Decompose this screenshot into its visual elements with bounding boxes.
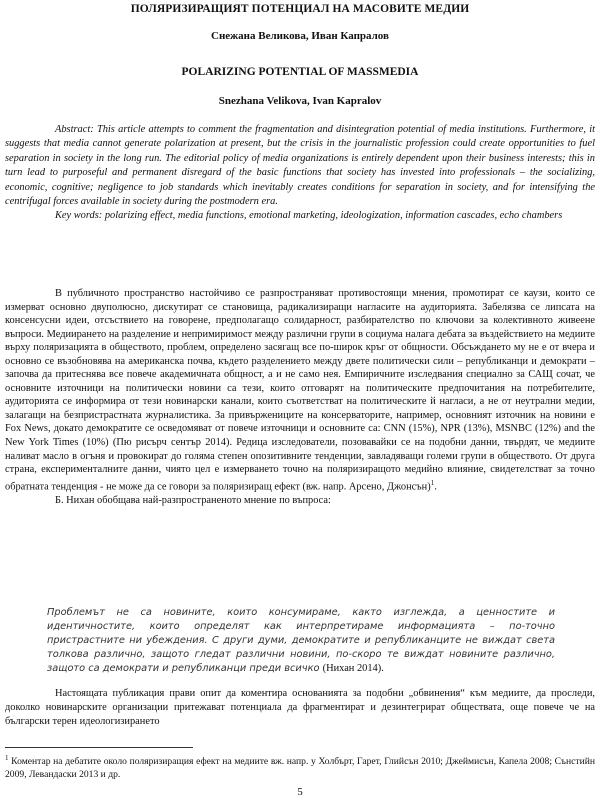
quote-text: Проблемът не са новините, които консумираме, както изглежда, а ценностите и идентичностите, които определят как интерпретираме информацията – по-точно пристрастните ни убеждения. С други думи, демократите и републиканците не виждат света толкова различно, защото гледат различни новини, по-скоро те виждат новините различно, защото са демократи и републиканци преди всичко	[47, 607, 555, 674]
page-number: 5	[297, 786, 303, 798]
paragraph-1	[5, 287, 595, 494]
abstract	[5, 123, 595, 224]
title-bulgarian: ПОЛЯРИЗИРАЩИЯТ ПОТЕНЦИАЛ НА МАСОВИТЕ МЕДИИ	[130, 3, 470, 15]
keywords: Key words: polarizing effect, media functions, emotional marketing, ideologization, information cascades, echo chambers	[55, 210, 563, 222]
body-text-continued	[5, 687, 595, 729]
paragraph-3: Настоящата публикация прави опит да коментира основанията за подобни „обвинения“ към медиите, да проследи, доколко новинарските организации притежават потенциала да фрагментират и дезинтегрират обществата, още повече че на български терен идеологизирането	[5, 688, 595, 727]
footnote-divider	[5, 747, 193, 748]
authors-english: Snezhana Velikova, Ivan Kapralov	[218, 95, 382, 107]
paragraph-1-text: В публичното пространство настойчиво се разпространяват противостоящи мнения, промотират се каузи, които се измерват основно двуполюсно, дискутират се становища, радикализиращи нагласите на аудиторията. Забелязва се липсата на консенсусни идеи, отсъствието на говорене, предполагащо солидарност, разбирателство по ключови за колективното живеене въпроси. Медиирането на разделение и непримиримост между различни групи в социума налага дебата за въздействието на медиите върху поляризацията в обществото, проблем, определено засягащ все по-широк кръг от общности. Обсъждането му не е от вчера и основно се възобновява на американска почва, където разделението между двете политически сили – републиканци и демократи – започва да притеснява все повече академичната общност, а и не само нея. Емпиричните изследвания специално за САЩ сочат, че основните източници на политически новини са тези, които отговарят на политическите предпочитания на потребителите, аудиторията се информира от тези новинарски канали, които съответстват на политическите й нагласи, а не от неутрални медии, залагащи на безпристрастната журналистика. За привържениците на консерваторите, например, основният източник на новини е Fox News, докато демократите се осведомяват от повече източници и основните са: CNN (15%), NPR (13%), MSNBC (12%) and the New York Times (10%) (Пю рисърч сентър 2014). Редица изследователи, позовавайки се на подобни данни, твърдят, че медиите наливат масло в огъня и провокират до голяма степен опозитивните тенденции, завладяващи големи групи в обществото. От друга страна, експерименталните данни, чиято цел е измерването точно на поляризиращото медийно влияние, свидетелстват за точно обратната тенденция - не може да се говори за поляризиращ ефект (вж. напр. Арсено, Джонсън)	[5, 288, 595, 493]
paragraph-1-end: .	[434, 481, 437, 493]
authors-bulgarian: Снежана Великова, Иван Капралов	[211, 30, 389, 42]
footnote-ref[interactable]: 1	[430, 478, 435, 487]
footnote-text: Коментар на дебатите около поляризиращия ефект на медиите вж. напр. у Холбърт, Гарет, Глийсън 2010; Джеймисън, Капела 2008; Сънстийн 2009, Левандаски 2013 и др.	[5, 756, 595, 780]
block-quote	[47, 606, 555, 676]
body-text	[5, 287, 595, 507]
abstract-text: Abstract: This article attempts to comment the fragmentation and disintegration potential of media institutions. Furthermore, it suggests that media cannot generate polarization at present, but the crisis in the journalistic profession could create opportunities to fuel separation in society in the long run. The editorial policy of media organizations is entirely dependent upon their business interests; this in turn lead to purposeful and permanent disregard of the basic functions that society has invested into professionals – the socializing, economic, cognitive; negligence to job standards which inevitably creates conditions for separation in society, and for intensifying the centrifugal forces available in society during the postmodern era.	[5, 124, 595, 208]
title-english: POLARIZING POTENTIAL OF MASSMEDIA	[181, 66, 419, 78]
paragraph-2: Б. Нихан обобщава най-разпространеното мнение по въпроса:	[55, 494, 331, 506]
footnote	[5, 752, 595, 781]
footnote-number: 1	[5, 754, 9, 762]
quote-citation: (Нихан 2014).	[322, 663, 384, 674]
